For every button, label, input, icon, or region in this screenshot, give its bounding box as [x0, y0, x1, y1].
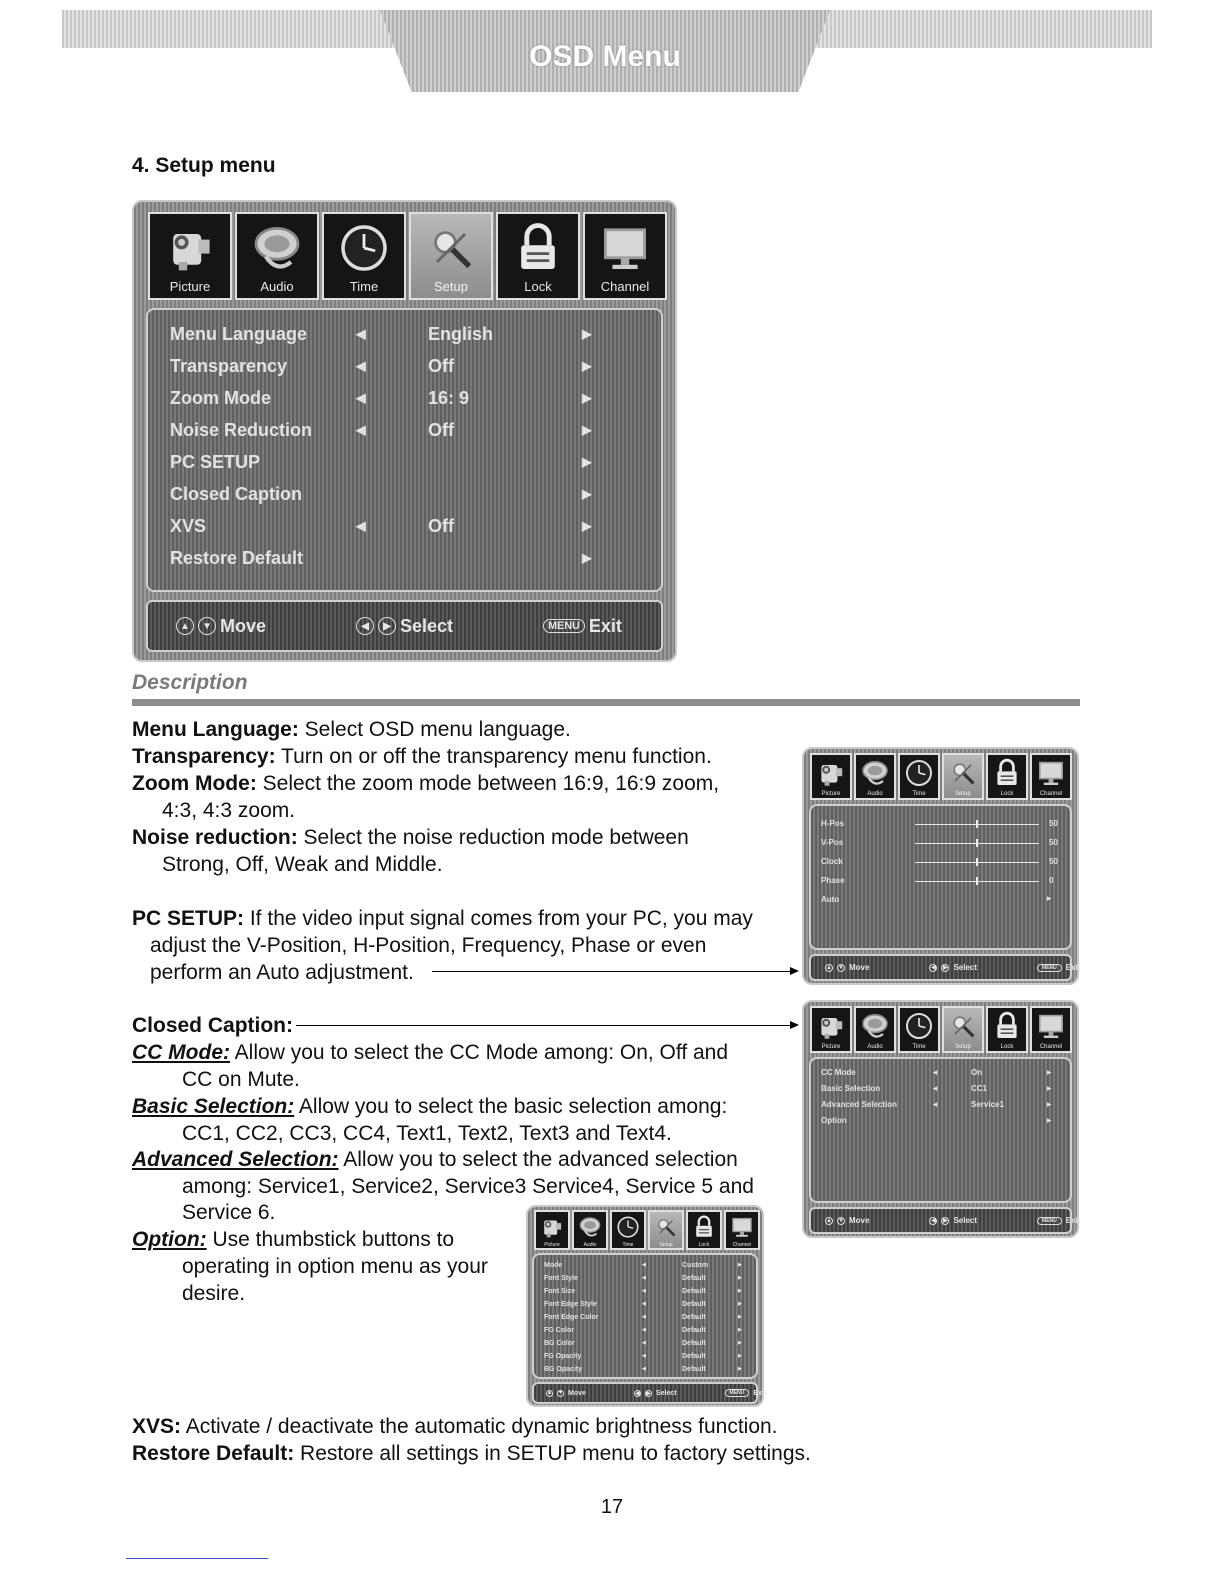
osd-menu-row[interactable] [811, 1097, 1070, 1113]
osd-tab-setup[interactable] [942, 753, 984, 800]
desc-noise-reduction: Noise reduction: Select the noise reduction mode between [132, 826, 689, 849]
page-header-title: OSD Menu [529, 40, 681, 73]
padlock-icon [991, 757, 1023, 789]
osd-row-label: XVS [170, 516, 207, 536]
right-arrow-icon[interactable]: ▶ [738, 1367, 742, 1372]
osd-tab-label: Picture [544, 1242, 560, 1248]
osd-row-label: H-Pos [821, 819, 845, 828]
osd-row-label: Clock [821, 857, 843, 866]
osd-slider-knob[interactable] [976, 858, 978, 866]
move-hint [825, 1216, 869, 1225]
clock-icon [903, 757, 935, 789]
footer-link-underline [126, 1558, 268, 1559]
menu-key-icon: MENU [1037, 964, 1062, 972]
osd-tab-audio[interactable] [854, 753, 896, 800]
osd-tab-lock[interactable] [986, 753, 1028, 800]
osd-menu-row[interactable] [811, 1081, 1070, 1097]
osd-row-value: Off [428, 516, 454, 536]
description-heading: Description [132, 671, 248, 694]
osd-menu-row[interactable] [534, 1259, 756, 1272]
osd-row-label: PC SETUP [170, 452, 261, 472]
camera-icon [162, 220, 218, 276]
nav-button-icon: ◀ [931, 965, 936, 971]
osd-tab-label: Picture [169, 279, 211, 294]
right-arrow-icon[interactable]: ▶ [1047, 896, 1052, 902]
pc-setup-pointer-line [432, 971, 792, 972]
nav-button-icon: ▶ [943, 1218, 948, 1224]
osd-menu-row[interactable] [534, 1285, 756, 1298]
closed-caption-pointer-line [296, 1025, 792, 1026]
caption-option-menu-screenshot [526, 1205, 767, 1407]
select-hint-label: Select [953, 1216, 978, 1225]
desc-advanced-selection-cont: among: Service1, Service2, Service3 Service4, Service 5 and [182, 1175, 754, 1198]
osd-row-value: 16: 9 [428, 388, 470, 408]
left-arrow-icon[interactable]: ◀ [642, 1354, 646, 1359]
right-arrow-icon[interactable]: ▶ [582, 551, 592, 565]
right-arrow-icon[interactable]: ▶ [582, 455, 592, 469]
osd-tab-channel[interactable] [1030, 1006, 1072, 1053]
nav-button-icon: ▲ [176, 617, 194, 635]
desc-option-cont2: desire. [182, 1282, 246, 1305]
osd-tab-audio[interactable] [854, 1006, 896, 1053]
osd-row-label: Font Size [544, 1288, 576, 1295]
osd-menu-row[interactable] [148, 478, 661, 510]
osd-row-value: On [971, 1068, 983, 1077]
osd-row-label: Option [821, 1116, 847, 1125]
osd-menu-row[interactable] [811, 890, 1070, 909]
osd-row-label: Font Style [544, 1275, 578, 1282]
osd-row-label: FG Color [544, 1327, 574, 1334]
osd-row-label: Menu Language [170, 324, 308, 344]
osd-menu-row[interactable] [811, 1065, 1070, 1081]
nav-button-icon: ▲ [826, 964, 832, 971]
osd-tab-label: Picture [821, 791, 841, 797]
osd-tab-label: Audio [583, 1242, 597, 1248]
osd-menu-row[interactable] [148, 350, 661, 382]
osd-row-label: Restore Default [170, 548, 304, 568]
left-arrow-icon[interactable]: ◀ [642, 1328, 646, 1333]
clock-icon [336, 220, 392, 276]
osd-row-value: English [428, 324, 494, 344]
osd-tab-lock[interactable] [686, 1210, 722, 1250]
exit-hint-label: Exit [588, 615, 622, 636]
right-arrow-icon[interactable]: ▶ [1047, 1102, 1052, 1108]
tools-icon [423, 220, 479, 276]
nav-button-icon: ▼ [838, 1217, 844, 1224]
right-arrow-icon[interactable]: ▶ [738, 1354, 742, 1359]
padlock-icon [991, 1010, 1023, 1042]
osd-tab-channel[interactable] [1030, 753, 1072, 800]
desc-cc-mode: CC Mode: Allow you to select the CC Mode among: On, Off and [132, 1041, 729, 1064]
select-hint-label: Select [953, 963, 978, 972]
osd-row-value: 0 [1049, 876, 1054, 885]
move-hint [825, 963, 869, 972]
osd-row-value: Custom [682, 1262, 709, 1269]
osd-tab-label: Lock [1000, 791, 1014, 797]
osd-tab-time[interactable] [610, 1210, 646, 1250]
osd-row-value: Default [682, 1314, 706, 1321]
desc-xvs: XVS: Activate / deactivate the automatic dynamic brightness function. [132, 1415, 778, 1438]
nav-button-icon: ▲ [826, 1217, 832, 1224]
left-arrow-icon[interactable]: ◀ [933, 1102, 938, 1108]
description-divider [132, 699, 1080, 706]
osd-row-label: Transparency [170, 356, 288, 376]
osd-tab-label: Time [622, 1242, 634, 1248]
osd-tab-label: Audio [867, 791, 883, 797]
nav-button-icon: ◀ [356, 617, 374, 635]
osd-row-label: V-Pos [821, 838, 844, 847]
osd-tab-label: Lock [1000, 1044, 1014, 1050]
osd-tab-label: Channel [1039, 1044, 1063, 1050]
left-arrow-icon[interactable]: ◀ [356, 423, 366, 437]
left-arrow-icon[interactable]: ◀ [642, 1315, 646, 1320]
osd-tab-bar [810, 753, 1072, 800]
osd-row-label: BG Opacity [544, 1366, 583, 1373]
left-arrow-icon[interactable]: ◀ [642, 1276, 646, 1281]
osd-row-value: Off [428, 420, 454, 440]
osd-row-label: Advanced Selection [821, 1100, 898, 1109]
osd-row-value: Default [682, 1301, 706, 1308]
osd-settings-panel [809, 1057, 1072, 1203]
right-arrow-icon[interactable]: ▶ [582, 487, 592, 501]
left-arrow-icon[interactable]: ◀ [356, 359, 366, 373]
camera-icon [815, 757, 847, 789]
closed-caption-pointer-arrowhead [790, 1021, 799, 1029]
osd-menu-row[interactable] [534, 1337, 756, 1350]
osd-tab-label: Channel [732, 1242, 752, 1248]
osd-menu-row[interactable] [534, 1272, 756, 1285]
osd-slider-knob[interactable] [976, 877, 978, 885]
select-hint [929, 963, 977, 972]
move-hint-label: Move [220, 615, 267, 636]
osd-tab-lock[interactable] [986, 1006, 1028, 1053]
satellite-dish-icon [577, 1214, 603, 1240]
move-hint-label: Move [849, 963, 870, 972]
nav-button-icon: ◀ [635, 1390, 640, 1397]
osd-tab-bar [810, 1006, 1072, 1053]
clock-icon [615, 1214, 641, 1240]
camera-icon [815, 1010, 847, 1042]
osd-tab-bar [534, 1210, 760, 1250]
left-arrow-icon[interactable]: ◀ [933, 1086, 938, 1092]
select-hint [929, 1216, 977, 1225]
right-arrow-icon[interactable]: ▶ [738, 1328, 742, 1333]
osd-settings-panel [809, 804, 1072, 950]
osd-row-label: Font Edge Color [544, 1314, 599, 1321]
right-arrow-icon[interactable]: ▶ [582, 423, 592, 437]
menu-key-icon: MENU [725, 1389, 750, 1397]
osd-row-label: Font Edge Style [544, 1301, 597, 1308]
exit-hint-label: Exit [753, 1389, 767, 1397]
right-arrow-icon[interactable]: ▶ [1047, 1086, 1052, 1092]
osd-tab-channel[interactable] [724, 1210, 760, 1250]
osd-row-value: Default [682, 1327, 706, 1334]
osd-menu-row[interactable] [148, 446, 661, 478]
osd-menu-row[interactable] [534, 1311, 756, 1324]
satellite-dish-icon [249, 220, 305, 276]
left-arrow-icon[interactable]: ◀ [356, 327, 366, 341]
osd-menu-row[interactable] [148, 318, 661, 350]
select-hint-label: Select [655, 1389, 677, 1397]
osd-tab-setup[interactable] [648, 1210, 684, 1250]
desc-advanced-selection: Advanced Selection: Allow you to select the advanced selection [132, 1148, 738, 1171]
exit-hint [725, 1389, 767, 1397]
osd-row-value: Default [682, 1353, 706, 1360]
menu-key-icon: MENU [1037, 1217, 1062, 1225]
nav-button-icon: ▶ [943, 965, 948, 971]
nav-button-icon: ▼ [838, 964, 844, 971]
padlock-icon [510, 220, 566, 276]
osd-tab-bar [148, 212, 667, 300]
osd-tab-picture[interactable] [534, 1210, 570, 1250]
osd-tab-label: Time [912, 1044, 926, 1050]
osd-tab-label: Audio [260, 279, 294, 294]
desc-basic-selection-cont: CC1, CC2, CC3, CC4, Text1, Text2, Text3 and Text4. [182, 1122, 672, 1145]
right-arrow-icon[interactable]: ▶ [582, 519, 592, 533]
select-hint [634, 1390, 677, 1397]
right-arrow-icon[interactable]: ▶ [1047, 1070, 1052, 1076]
osd-row-value: 50 [1049, 857, 1058, 866]
tools-icon [947, 1010, 979, 1042]
desc-transparency: Transparency: Turn on or off the transparency menu function. [132, 745, 712, 768]
osd-tab-picture[interactable] [810, 1006, 852, 1053]
osd-row-label: Auto [821, 895, 840, 904]
osd-menu-row[interactable] [534, 1350, 756, 1363]
menu-key-icon: MENU [543, 619, 585, 633]
desc-cc-mode-cont: CC on Mute. [182, 1068, 300, 1091]
osd-footer-hints [146, 600, 663, 652]
osd-tab-picture[interactable] [148, 212, 232, 300]
camera-icon [539, 1214, 565, 1240]
left-arrow-icon[interactable]: ◀ [642, 1302, 646, 1307]
left-arrow-icon[interactable]: ◀ [642, 1289, 646, 1294]
osd-tab-label: Setup [434, 279, 468, 294]
osd-tab-label: Picture [821, 1044, 841, 1050]
desc-pc-setup: PC SETUP: If the video input signal comes from your PC, you may [132, 907, 753, 930]
right-arrow-icon[interactable]: ▶ [582, 391, 592, 405]
desc-pc-setup-cont2: perform an Auto adjustment. [150, 961, 414, 984]
osd-row-label: FG Opacity [544, 1353, 582, 1360]
right-arrow-icon[interactable]: ▶ [738, 1341, 742, 1346]
osd-tab-audio[interactable] [235, 212, 319, 300]
right-arrow-icon[interactable]: ▶ [738, 1302, 742, 1307]
left-arrow-icon[interactable]: ◀ [642, 1367, 646, 1372]
osd-tab-lock[interactable] [496, 212, 580, 300]
exit-hint [1037, 1216, 1080, 1225]
osd-tab-label: Channel [600, 279, 650, 294]
exit-hint-label: Exit [1065, 963, 1081, 972]
nav-button-icon: ▲ [546, 1390, 553, 1396]
osd-menu-row[interactable] [534, 1298, 756, 1311]
osd-slider-knob[interactable] [976, 839, 978, 847]
osd-row-value: 50 [1049, 838, 1058, 847]
osd-tab-label: Time [912, 791, 926, 797]
padlock-icon [691, 1214, 717, 1240]
osd-row-value: Default [682, 1275, 706, 1282]
osd-tab-label: Setup [955, 791, 971, 797]
nav-button-icon: ▼ [557, 1390, 564, 1396]
left-arrow-icon[interactable]: ◀ [356, 519, 366, 533]
osd-settings-panel [532, 1253, 758, 1379]
osd-row-value: 50 [1049, 819, 1058, 828]
desc-restore-default: Restore Default: Restore all settings in SETUP menu to factory settings. [132, 1442, 811, 1465]
desc-menu-language: Menu Language: Select OSD menu language. [132, 718, 571, 741]
closed-caption-menu-screenshot [802, 1000, 1079, 1238]
osd-tab-label: Audio [867, 1044, 883, 1050]
osd-tab-label: Lock [524, 279, 552, 294]
left-arrow-icon[interactable]: ◀ [356, 391, 366, 405]
monitor-icon [1035, 757, 1067, 789]
osd-tab-label: Time [349, 279, 379, 294]
right-arrow-icon[interactable]: ▶ [738, 1315, 742, 1320]
osd-menu-row[interactable] [811, 1113, 1070, 1129]
osd-menu-row[interactable] [811, 852, 1070, 871]
setup-menu-screenshot [132, 200, 677, 662]
right-arrow-icon[interactable]: ▶ [582, 359, 592, 373]
osd-menu-row[interactable] [811, 814, 1070, 833]
right-arrow-icon[interactable]: ▶ [582, 327, 592, 341]
osd-menu-row[interactable] [534, 1363, 756, 1376]
osd-tab-channel[interactable] [583, 212, 667, 300]
osd-row-label: Phase [821, 876, 845, 885]
osd-tab-label: Setup [659, 1242, 673, 1248]
section-title: 4. Setup menu [132, 154, 276, 177]
move-hint [546, 1390, 586, 1397]
osd-tab-audio[interactable] [572, 1210, 608, 1250]
osd-row-label: CC Mode [821, 1068, 856, 1077]
left-arrow-icon[interactable]: ◀ [642, 1263, 646, 1268]
satellite-dish-icon [859, 757, 891, 789]
osd-menu-row[interactable] [534, 1324, 756, 1337]
move-hint [176, 616, 266, 637]
osd-tab-label: Setup [955, 1044, 971, 1050]
osd-footer-hints [809, 954, 1081, 981]
desc-zoom-mode: Zoom Mode: Select the zoom mode between 16:9, 16:9 zoom, [132, 772, 720, 795]
exit-hint [543, 616, 622, 637]
nav-button-icon: ▶ [646, 1390, 651, 1397]
osd-menu-row[interactable] [148, 382, 661, 414]
page-number: 17 [600, 1496, 624, 1518]
osd-footer-hints [532, 1382, 767, 1404]
osd-row-value: Default [682, 1366, 706, 1373]
osd-menu-row[interactable] [148, 414, 661, 446]
tools-icon [653, 1214, 679, 1240]
left-arrow-icon[interactable]: ◀ [642, 1341, 646, 1346]
right-arrow-icon[interactable]: ▶ [738, 1263, 742, 1268]
right-arrow-icon[interactable]: ▶ [1047, 1118, 1052, 1124]
monitor-icon [1035, 1010, 1067, 1042]
exit-hint-label: Exit [1065, 1216, 1081, 1225]
osd-menu-row[interactable] [148, 510, 661, 542]
osd-tab-label: Channel [1039, 791, 1063, 797]
osd-tab-setup[interactable] [942, 1006, 984, 1053]
osd-row-label: Zoom Mode [170, 388, 271, 408]
monitor-icon [729, 1214, 755, 1240]
move-hint-label: Move [568, 1389, 586, 1397]
monitor-icon [597, 220, 653, 276]
osd-slider-knob[interactable] [976, 820, 978, 828]
osd-menu-row[interactable] [811, 833, 1070, 852]
osd-row-label: BG Color [544, 1340, 575, 1347]
osd-row-value: Off [428, 356, 454, 376]
select-hint [356, 616, 453, 637]
osd-row-label: Noise Reduction [170, 420, 313, 440]
nav-button-icon: ▶ [378, 617, 396, 635]
left-arrow-icon[interactable]: ◀ [933, 1070, 938, 1076]
move-hint-label: Move [849, 1216, 870, 1225]
osd-menu-row[interactable] [811, 871, 1070, 890]
osd-tab-picture[interactable] [810, 753, 852, 800]
clock-icon [903, 1010, 935, 1042]
osd-row-value: CC1 [971, 1084, 988, 1093]
right-arrow-icon[interactable]: ▶ [738, 1289, 742, 1294]
desc-basic-selection: Basic Selection: Allow you to select the basic selection among: [132, 1095, 728, 1118]
osd-row-value: Service1 [971, 1100, 1004, 1109]
osd-row-label: Basic Selection [821, 1084, 881, 1093]
desc-advanced-selection-cont2: Service 6. [182, 1201, 276, 1224]
desc-pc-setup-cont: adjust the V-Position, H-Position, Frequency, Phase or even [150, 934, 707, 957]
select-hint-label: Select [400, 615, 454, 636]
desc-option-cont: operating in option menu as your [182, 1255, 488, 1278]
tools-icon [947, 757, 979, 789]
osd-row-value: Default [682, 1288, 706, 1295]
osd-settings-panel [146, 308, 663, 592]
osd-tab-time[interactable] [898, 1006, 940, 1053]
osd-menu-row[interactable] [148, 542, 661, 574]
nav-button-icon: ▼ [198, 617, 216, 635]
right-arrow-icon[interactable]: ▶ [738, 1276, 742, 1281]
osd-footer-hints [809, 1207, 1081, 1234]
desc-zoom-mode-cont: 4:3, 4:3 zoom. [162, 799, 296, 822]
satellite-dish-icon [859, 1010, 891, 1042]
exit-hint [1037, 963, 1080, 972]
desc-closed-caption: Closed Caption: [132, 1014, 293, 1037]
osd-row-label: Mode [544, 1262, 563, 1269]
pc-setup-menu-screenshot [802, 747, 1079, 985]
osd-row-label: Closed Caption [170, 484, 303, 504]
osd-row-value: Default [682, 1340, 706, 1347]
desc-noise-reduction-cont: Strong, Off, Weak and Middle. [162, 853, 443, 876]
osd-tab-time[interactable] [322, 212, 406, 300]
osd-tab-setup[interactable] [409, 212, 493, 300]
pc-setup-pointer-arrowhead [790, 967, 799, 975]
osd-tab-time[interactable] [898, 753, 940, 800]
desc-option: Option: Use thumbstick buttons to [132, 1228, 455, 1251]
nav-button-icon: ◀ [931, 1218, 936, 1224]
osd-tab-label: Lock [698, 1242, 710, 1248]
